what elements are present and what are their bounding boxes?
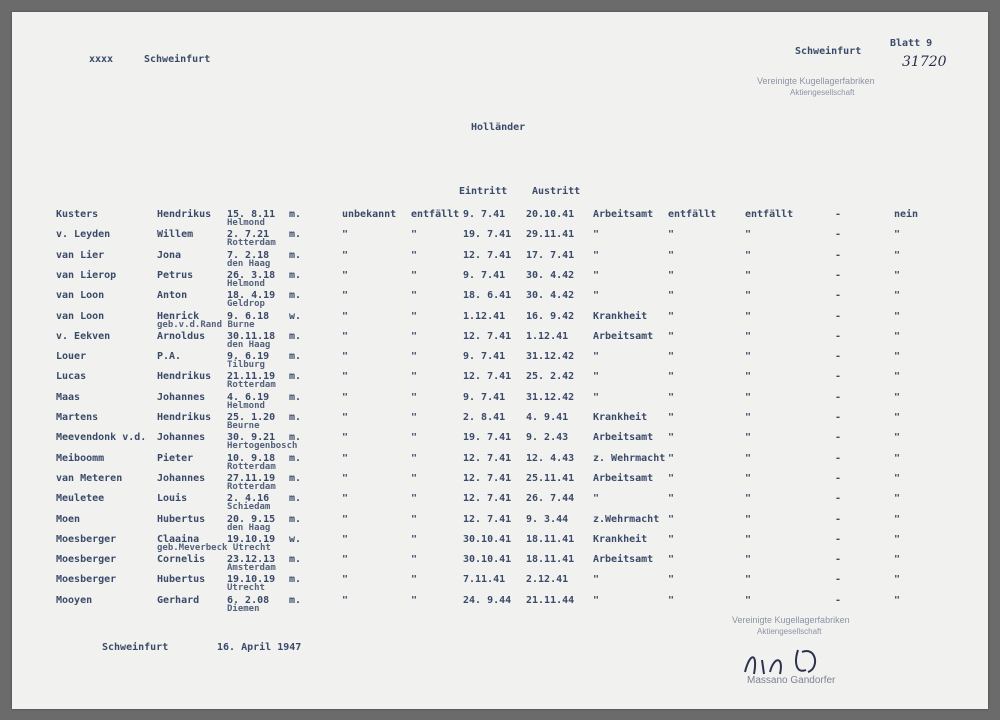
cell-dob: 25. 1.20 <box>227 412 276 423</box>
cell-surname: Meuletee <box>56 493 105 505</box>
cell-surname: Louer <box>56 351 87 363</box>
cell-c5: " <box>668 290 675 302</box>
cell-exit: 20.10.41 <box>526 209 575 220</box>
cell-surname: Lucas <box>56 371 87 383</box>
cell-exit: 12. 4.43 <box>526 452 575 464</box>
cell-surname: Moen <box>56 513 81 525</box>
cell-first: Louis <box>157 493 188 505</box>
cell-c5: " <box>668 269 675 281</box>
cell-c6: " <box>745 391 752 403</box>
cell-c1: " <box>342 513 349 525</box>
cell-birthplace: Diemen <box>227 603 260 614</box>
cell-sex: m. <box>289 249 302 261</box>
handwritten-number: 31720 <box>902 54 947 70</box>
cell-c2: " <box>411 229 418 241</box>
sheet-number: Blatt 9 <box>890 38 933 49</box>
cell-reason: " <box>593 249 600 261</box>
cell-first: Petrus <box>157 269 194 281</box>
cell-first: Jona <box>157 249 182 261</box>
cell-entry: 9. 7.41 <box>463 209 506 220</box>
cell-entry: 12. 7.41 <box>463 249 512 261</box>
cell-sex: m. <box>289 432 302 444</box>
cell-c5: " <box>668 452 675 464</box>
cell-dob: 7. 2.18 <box>227 249 270 261</box>
cell-c8: " <box>894 391 901 403</box>
company-stamp-line1: Vereinigte Kugellagerfabriken <box>757 76 875 86</box>
cell-first: Johannes <box>157 432 206 444</box>
cell-c7: - <box>835 452 842 464</box>
cell-c7: - <box>835 351 842 363</box>
cell-c6: " <box>745 432 752 444</box>
cell-birthplace: Rotterdam <box>227 461 276 472</box>
cell-first: Johannes <box>157 472 206 484</box>
cell-dob: 30.11.18 <box>227 330 276 342</box>
cell-exit: 18.11.41 <box>526 533 575 545</box>
cell-c2: " <box>411 269 418 281</box>
cell-c2: " <box>411 412 418 423</box>
cell-birthplace: Geldrop <box>227 299 265 310</box>
cell-surname: van Meteren <box>56 472 123 484</box>
cell-first: Hendrikus <box>157 412 212 423</box>
cell-first: Willem <box>157 229 194 241</box>
cell-birthplace: Rotterdam <box>227 380 276 391</box>
cell-c1: " <box>342 432 349 444</box>
cell-reason: Arbeitsamt <box>593 554 654 566</box>
cell-exit: 17. 7.41 <box>526 249 575 261</box>
cell-reason: " <box>593 594 600 606</box>
cell-c8: nein <box>894 209 919 220</box>
cell-exit: 9. 2.43 <box>526 432 569 444</box>
cell-c8: " <box>894 371 901 383</box>
cell-c8: " <box>894 472 901 484</box>
row-note: geb.Meverbeck Utrecht <box>157 542 271 553</box>
cell-birthplace: Helmond <box>227 400 265 411</box>
cell-c6: " <box>745 229 752 241</box>
cell-dob: 10. 9.18 <box>227 452 276 464</box>
cell-birthplace: Helmond <box>227 218 265 228</box>
cell-entry: 18. 6.41 <box>463 290 512 302</box>
cell-c6: " <box>745 330 752 342</box>
cell-sex: m. <box>289 351 302 363</box>
cell-reason: " <box>593 371 600 383</box>
cell-sex: w. <box>289 533 302 545</box>
cell-exit: 26. 7.44 <box>526 493 575 505</box>
cell-c1: " <box>342 351 349 363</box>
cell-c2: " <box>411 432 418 444</box>
cell-c5: " <box>668 574 675 586</box>
cell-c8: " <box>894 249 901 261</box>
cell-entry: 2. 8.41 <box>463 412 506 423</box>
cell-c2: " <box>411 391 418 403</box>
cell-exit: 4. 9.41 <box>526 412 569 423</box>
cell-entry: 12. 7.41 <box>463 371 512 383</box>
cell-c7: - <box>835 574 842 586</box>
cell-c6: " <box>745 574 752 586</box>
cell-birthplace: Hertogenbosch <box>227 441 298 452</box>
cell-c2: " <box>411 310 418 322</box>
cell-c5: " <box>668 594 675 606</box>
cell-reason: Krankheit <box>593 533 648 545</box>
cell-c8: " <box>894 310 901 322</box>
cell-c8: " <box>894 574 901 586</box>
cell-sex: m. <box>289 229 302 241</box>
cell-c7: - <box>835 412 842 423</box>
cell-first: Anton <box>157 290 188 302</box>
cell-c8: " <box>894 412 901 423</box>
cell-exit: 30. 4.42 <box>526 269 575 281</box>
cell-sex: m. <box>289 594 302 606</box>
cell-reason: Arbeitsamt <box>593 209 654 220</box>
cell-exit: 25. 2.42 <box>526 371 575 383</box>
cell-c8: " <box>894 432 901 444</box>
cell-c7: - <box>835 432 842 444</box>
cell-c6: " <box>745 290 752 302</box>
cell-surname: Kusters <box>56 209 99 220</box>
cell-sex: m. <box>289 574 302 586</box>
cell-c1: " <box>342 493 349 505</box>
cell-reason: " <box>593 574 600 586</box>
row-note: geb.v.d.Rand Burne <box>157 319 255 330</box>
cell-c7: - <box>835 269 842 281</box>
cell-c1: " <box>342 310 349 322</box>
cell-c7: - <box>835 513 842 525</box>
cell-reason: Arbeitsamt <box>593 432 654 444</box>
cell-reason: Krankheit <box>593 412 648 423</box>
cell-surname: van Loon <box>56 290 105 302</box>
cell-entry: 12. 7.41 <box>463 513 512 525</box>
cell-c1: unbekannt <box>342 209 397 220</box>
cell-reason: " <box>593 391 600 403</box>
cell-first: Hendrikus <box>157 371 212 383</box>
cell-c7: - <box>835 371 842 383</box>
cell-c6: " <box>745 594 752 606</box>
cell-c7: - <box>835 310 842 322</box>
cell-c6: " <box>745 493 752 505</box>
cell-birthplace: Beurne <box>227 421 260 431</box>
cell-surname: Meiboomm <box>56 452 105 464</box>
cell-dob: 9. 6.18 <box>227 310 270 322</box>
cell-dob: 15. 8.11 <box>227 209 276 220</box>
cell-c5: entfällt <box>668 209 717 220</box>
column-header-exit: Austritt <box>532 186 581 197</box>
cell-entry: 19. 7.41 <box>463 229 512 241</box>
cell-c5: " <box>668 371 675 383</box>
cell-reason: z.Wehrmacht <box>593 513 660 525</box>
cell-first: Hubertus <box>157 574 206 586</box>
cell-c8: " <box>894 594 901 606</box>
cell-exit: 29.11.41 <box>526 229 575 241</box>
document-sheet <box>12 12 988 709</box>
cell-c5: " <box>668 432 675 444</box>
cell-reason: " <box>593 351 600 363</box>
cell-reason: " <box>593 269 600 281</box>
cell-sex: m. <box>289 513 302 525</box>
cell-c8: " <box>894 229 901 241</box>
cell-c2: " <box>411 290 418 302</box>
cell-c2: " <box>411 371 418 383</box>
cell-dob: 23.12.13 <box>227 554 276 566</box>
cell-dob: 27.11.19 <box>227 472 276 484</box>
cell-c1: " <box>342 594 349 606</box>
header-place: Schweinfurt <box>144 54 211 65</box>
cell-c6: entfällt <box>745 209 794 220</box>
cell-c7: - <box>835 209 842 220</box>
cell-c5: " <box>668 472 675 484</box>
cell-c7: - <box>835 594 842 606</box>
cell-birthplace: den Haag <box>227 339 271 350</box>
cell-entry: 12. 7.41 <box>463 493 512 505</box>
cell-birthplace: Utrecht <box>227 583 265 594</box>
cell-dob: 30. 9.21 <box>227 432 276 444</box>
cell-c6: " <box>745 249 752 261</box>
page-title: Holländer <box>471 122 526 133</box>
header-prefix: xxxx <box>89 54 114 65</box>
cell-c1: " <box>342 472 349 484</box>
cell-c8: " <box>894 351 901 363</box>
cell-reason: z. Wehrmacht <box>593 452 666 464</box>
cell-exit: 18.11.41 <box>526 554 575 566</box>
footer-stamp-line1: Vereinigte Kugellagerfabriken <box>732 615 850 625</box>
cell-c7: - <box>835 249 842 261</box>
cell-c7: - <box>835 493 842 505</box>
cell-c6: " <box>745 371 752 383</box>
cell-first: Cornelis <box>157 554 206 566</box>
signature-caption: Massano Gandorfer <box>747 675 836 686</box>
cell-c5: " <box>668 229 675 241</box>
cell-c7: - <box>835 391 842 403</box>
cell-entry: 9. 7.41 <box>463 351 506 363</box>
column-header-entry: Eintritt <box>459 186 508 197</box>
cell-c6: " <box>745 513 752 525</box>
cell-exit: 1.12.41 <box>526 330 569 342</box>
cell-c6: " <box>745 533 752 545</box>
cell-c2: " <box>411 554 418 566</box>
cell-entry: 30.10.41 <box>463 533 512 545</box>
cell-surname: Martens <box>56 412 99 423</box>
cell-c1: " <box>342 371 349 383</box>
cell-sex: m. <box>289 269 302 281</box>
cell-c8: " <box>894 513 901 525</box>
cell-sex: m. <box>289 412 302 423</box>
cell-c5: " <box>668 412 675 423</box>
cell-exit: 31.12.42 <box>526 391 575 403</box>
cell-first: Hendrikus <box>157 209 212 220</box>
cell-first: Johannes <box>157 391 206 403</box>
cell-sex: m. <box>289 209 302 220</box>
header-place-right: Schweinfurt <box>795 46 862 57</box>
cell-c5: " <box>668 391 675 403</box>
cell-c1: " <box>342 269 349 281</box>
cell-c1: " <box>342 574 349 586</box>
cell-c2: " <box>411 249 418 261</box>
cell-birthplace: Tilburg <box>227 360 265 371</box>
cell-c7: - <box>835 472 842 484</box>
cell-birthplace: Rotterdam <box>227 238 276 249</box>
cell-c6: " <box>745 310 752 322</box>
cell-c5: " <box>668 330 675 342</box>
cell-surname: van Lier <box>56 249 105 261</box>
cell-c2: " <box>411 452 418 464</box>
cell-c5: " <box>668 249 675 261</box>
cell-sex: m. <box>289 371 302 383</box>
cell-c7: - <box>835 554 842 566</box>
cell-entry: 12. 7.41 <box>463 472 512 484</box>
cell-first: Pieter <box>157 452 194 464</box>
cell-c2: " <box>411 351 418 363</box>
cell-c6: " <box>745 554 752 566</box>
cell-surname: Moesberger <box>56 533 117 545</box>
cell-entry: 12. 7.41 <box>463 452 512 464</box>
cell-c2: entfällt <box>411 209 460 220</box>
cell-sex: m. <box>289 290 302 302</box>
cell-c8: " <box>894 533 901 545</box>
cell-c8: " <box>894 330 901 342</box>
cell-sex: w. <box>289 310 302 322</box>
cell-c5: " <box>668 533 675 545</box>
cell-reason: " <box>593 493 600 505</box>
cell-dob: 20. 9.15 <box>227 513 276 525</box>
cell-birthplace: Amsterdam <box>227 563 276 574</box>
cell-birthplace: Rotterdam <box>227 481 276 492</box>
cell-surname: Moesberger <box>56 574 117 586</box>
cell-entry: 24. 9.44 <box>463 594 512 606</box>
cell-dob: 21.11.19 <box>227 371 276 383</box>
cell-reason: " <box>593 290 600 302</box>
cell-c7: - <box>835 533 842 545</box>
cell-c2: " <box>411 574 418 586</box>
cell-reason: " <box>593 229 600 241</box>
cell-surname: Meevendonk v.d. <box>56 432 147 444</box>
cell-c2: " <box>411 533 418 545</box>
cell-dob: 19.10.19 <box>227 533 276 545</box>
cell-c6: " <box>745 351 752 363</box>
cell-dob: 26. 3.18 <box>227 269 276 281</box>
cell-c8: " <box>894 452 901 464</box>
cell-c7: - <box>835 229 842 241</box>
cell-c5: " <box>668 310 675 322</box>
cell-c2: " <box>411 330 418 342</box>
cell-entry: 12. 7.41 <box>463 330 512 342</box>
cell-exit: 16. 9.42 <box>526 310 575 322</box>
footer-stamp-line2: Aktiengesellschaft <box>757 627 822 636</box>
cell-surname: v. Eekven <box>56 330 111 342</box>
cell-c1: " <box>342 533 349 545</box>
cell-c5: " <box>668 493 675 505</box>
cell-c1: " <box>342 229 349 241</box>
cell-surname: Moesberger <box>56 554 117 566</box>
cell-c8: " <box>894 554 901 566</box>
cell-first: Henrick <box>157 310 200 322</box>
cell-c2: " <box>411 594 418 606</box>
cell-c1: " <box>342 391 349 403</box>
cell-c8: " <box>894 269 901 281</box>
cell-surname: van Loon <box>56 310 105 322</box>
cell-sex: m. <box>289 472 302 484</box>
cell-c6: " <box>745 452 752 464</box>
cell-birthplace: den Haag <box>227 258 271 269</box>
cell-entry: 9. 7.41 <box>463 269 506 281</box>
cell-exit: 21.11.44 <box>526 594 575 606</box>
cell-reason: Arbeitsamt <box>593 472 654 484</box>
cell-dob: 18. 4.19 <box>227 290 276 302</box>
cell-c5: " <box>668 513 675 525</box>
cell-entry: 9. 7.41 <box>463 391 506 403</box>
cell-dob: 2. 7.21 <box>227 229 270 241</box>
cell-dob: 9. 6.19 <box>227 351 270 363</box>
footer-date: 16. April 1947 <box>217 642 302 653</box>
cell-sex: m. <box>289 391 302 403</box>
cell-reason: Krankheit <box>593 310 648 322</box>
cell-dob: 19.10.19 <box>227 574 276 586</box>
cell-c1: " <box>342 290 349 302</box>
cell-sex: m. <box>289 452 302 464</box>
cell-c1: " <box>342 452 349 464</box>
cell-surname: v. Leyden <box>56 229 111 241</box>
cell-birthplace: Schiedam <box>227 502 271 513</box>
cell-birthplace: Helmond <box>227 278 265 289</box>
cell-birthplace: den Haag <box>227 522 271 533</box>
cell-c2: " <box>411 472 418 484</box>
cell-c5: " <box>668 554 675 566</box>
cell-c1: " <box>342 330 349 342</box>
cell-entry: 7.11.41 <box>463 574 506 586</box>
cell-c1: " <box>342 554 349 566</box>
cell-dob: 4. 6.19 <box>227 391 270 403</box>
cell-c1: " <box>342 412 349 423</box>
cell-first: Hubertus <box>157 513 206 525</box>
cell-exit: 9. 3.44 <box>526 513 569 525</box>
cell-c5: " <box>668 351 675 363</box>
cell-surname: Maas <box>56 391 81 403</box>
cell-c1: " <box>342 249 349 261</box>
cell-first: P.A. <box>157 351 182 363</box>
cell-exit: 2.12.41 <box>526 574 569 586</box>
cell-c2: " <box>411 513 418 525</box>
cell-c6: " <box>745 472 752 484</box>
cell-sex: m. <box>289 330 302 342</box>
cell-c7: - <box>835 290 842 302</box>
cell-entry: 30.10.41 <box>463 554 512 566</box>
cell-reason: Arbeitsamt <box>593 330 654 342</box>
cell-entry: 1.12.41 <box>463 310 506 322</box>
cell-c7: - <box>835 330 842 342</box>
footer-place: Schweinfurt <box>102 642 169 653</box>
cell-exit: 31.12.42 <box>526 351 575 363</box>
company-stamp-line2: Aktiengesellschaft <box>790 88 855 97</box>
cell-entry: 19. 7.41 <box>463 432 512 444</box>
cell-first: Gerhard <box>157 594 200 606</box>
cell-first: Claaina <box>157 533 200 545</box>
cell-c8: " <box>894 493 901 505</box>
cell-c2: " <box>411 493 418 505</box>
cell-exit: 25.11.41 <box>526 472 575 484</box>
cell-surname: van Lierop <box>56 269 117 281</box>
cell-sex: m. <box>289 554 302 566</box>
cell-first: Arnoldus <box>157 330 206 342</box>
cell-c6: " <box>745 269 752 281</box>
cell-surname: Mooyen <box>56 594 93 606</box>
cell-c6: " <box>745 412 752 423</box>
cell-c8: " <box>894 290 901 302</box>
cell-dob: 6. 2.08 <box>227 594 270 606</box>
cell-dob: 2. 4.16 <box>227 493 270 505</box>
cell-sex: m. <box>289 493 302 505</box>
cell-exit: 30. 4.42 <box>526 290 575 302</box>
